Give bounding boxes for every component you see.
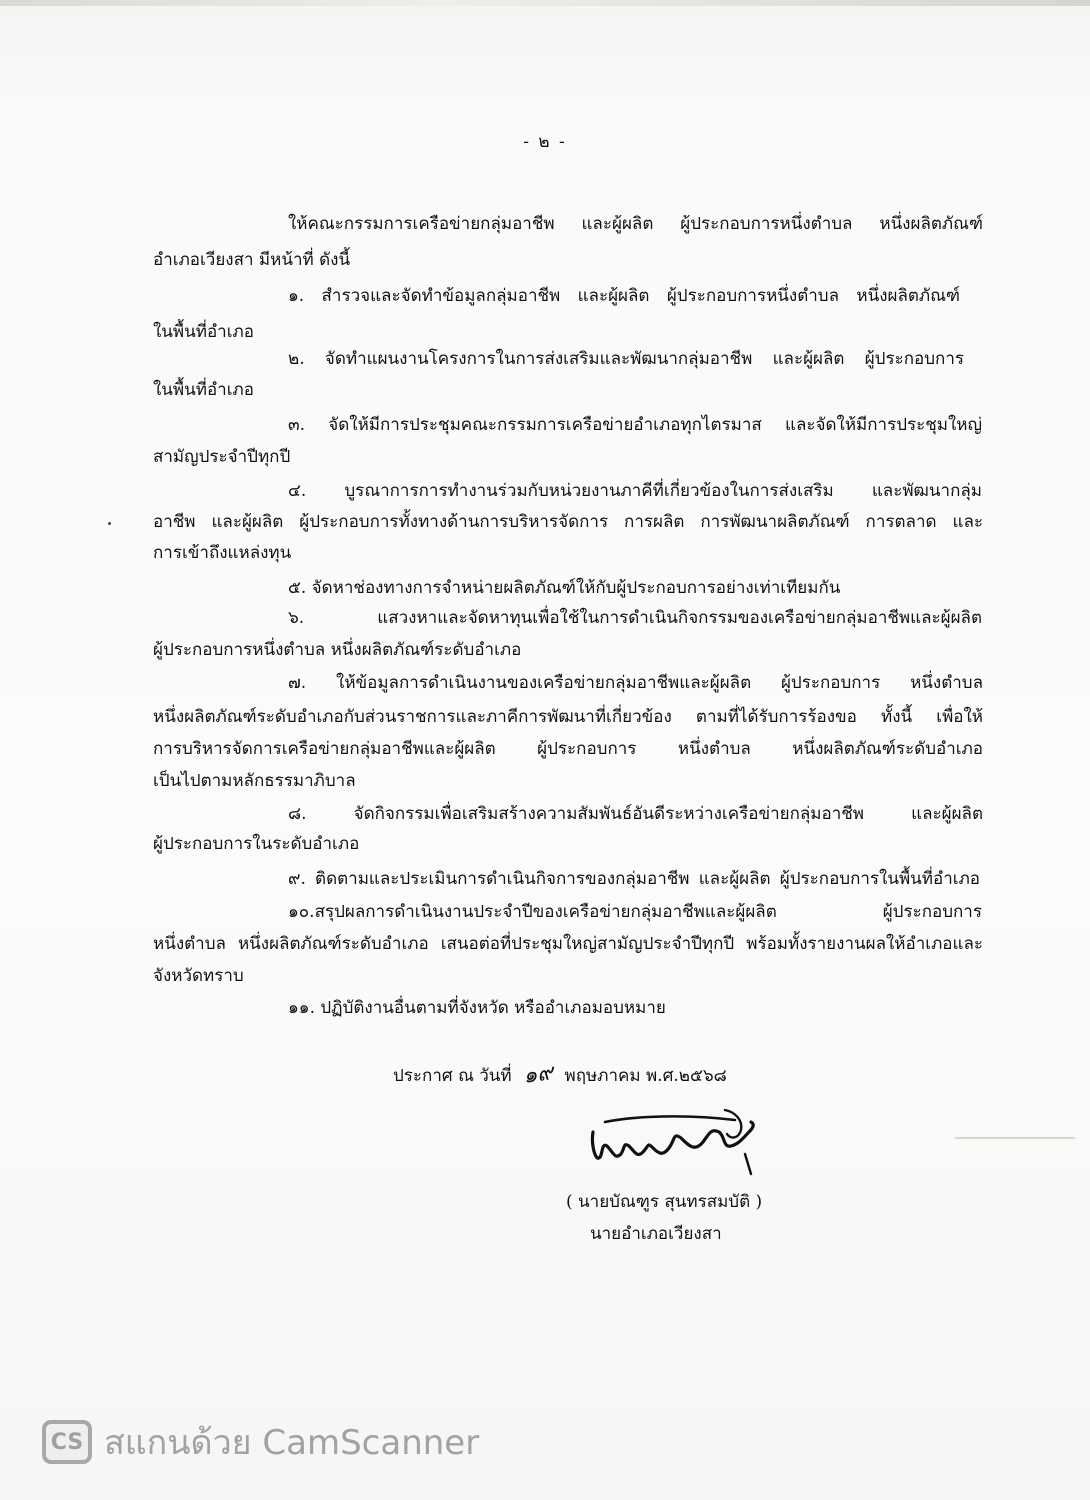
item-8-line-2: ผู้ประกอบการในระดับอำเภอ — [153, 834, 360, 854]
item-2-line-2: ในพื้นที่อำเภอ — [153, 380, 254, 400]
item-10-line-2: หนึ่งตำบล หนึ่งผลิตภัณฑ์ระดับอำเภอ เสนอต่อที่ประชุมใหญ่สามัญประจำปีทุกปี พร้อมทั้งรายงานผลให้อำเภอและ — [153, 934, 983, 954]
item-7-line-2: หนึ่งผลิตภัณฑ์ระดับอำเภอกับส่วนราชการและภาคีการพัฒนาที่เกี่ยวข้อง ตามที่ได้รับการร้องขอ ทั้งนี้ เพื่อให้ — [153, 707, 983, 727]
scan-artifact-line — [955, 1137, 1075, 1139]
item-6-line-2: ผู้ประกอบการหนึ่งตำบล หนึ่งผลิตภัณฑ์ระดับอำเภอ — [153, 640, 522, 660]
item-4-line-3: การเข้าถึงแหล่งทุน — [153, 543, 292, 563]
item-4-line-2: อาชีพ และผู้ผลิต ผู้ประกอบการทั้งทางด้านการบริหารจัดการ การผลิต การพัฒนาผลิตภัณฑ์ การตลาด และ — [153, 512, 983, 532]
item-3-line-1: ๓. จัดให้มีการประชุมคณะกรรมการเครือข่ายอำเภอทุกไตรมาส และจัดให้มีการประชุมใหญ่ — [288, 415, 982, 435]
item-1-line-1: ๑. สำรวจและจัดทำข้อมูลกลุ่มอาชีพ และผู้ผลิต ผู้ประกอบการหนึ่งตำบล หนึ่งผลิตภัณฑ์ — [288, 286, 960, 306]
item-7-line-3: การบริหารจัดการเครือข่ายกลุ่มอาชีพและผู้ผลิต ผู้ประกอบการ หนึ่งตำบล หนึ่งผลิตภัณฑ์ระดับอำเภอ — [153, 739, 983, 759]
intro-line-2: อำเภอเวียงสา มีหน้าที่ ดังนี้ — [153, 250, 351, 270]
camscanner-logo-icon: CS — [42, 1420, 92, 1464]
date-day-handwritten: ๑๙ — [521, 1060, 555, 1089]
item-5-line-1: ๕. จัดหาช่องทางการจำหน่ายผลิตภัณฑ์ให้กับผู้ประกอบการอย่างเท่าเทียมกัน — [288, 578, 841, 598]
scan-speck — [108, 522, 111, 525]
watermark-text: สแกนด้วย CamScanner — [104, 1423, 480, 1463]
item-3-line-2: สามัญประจำปีทุกปี — [153, 447, 291, 467]
item-11-line-1: ๑๑. ปฏิบัติงานอื่นตามที่จังหวัด หรืออำเภอมอบหมาย — [288, 998, 666, 1018]
signer-name: ( นายบัณฑูร สุนทรสมบัติ ) — [566, 1192, 763, 1212]
item-7-line-1: ๗. ให้ข้อมูลการดำเนินงานของเครือข่ายกลุ่มอาชีพและผู้ผลิต ผู้ประกอบการ หนึ่งตำบล — [288, 673, 983, 693]
announcement-date — [393, 1056, 727, 1091]
item-10-line-3: จังหวัดทราบ — [153, 966, 244, 986]
intro-line-1: ให้คณะกรรมการเครือข่ายกลุ่มอาชีพ และผู้ผลิต ผู้ประกอบการหนึ่งตำบล หนึ่งผลิตภัณฑ์ — [288, 214, 983, 234]
item-7-line-4: เป็นไปตามหลักธรรมาภิบาล — [153, 771, 356, 791]
item-6-line-1: ๖. แสวงหาและจัดหาทุนเพื่อใช้ในการดำเนินกิจกรรมของเครือข่ายกลุ่มอาชีพและผู้ผลิต — [288, 608, 982, 628]
signer-title: นายอำเภอเวียงสา — [590, 1224, 722, 1244]
item-10-line-1: ๑๐.สรุปผลการดำเนินงานประจำปีของเครือข่ายกลุ่มอาชีพและผู้ผลิต ผู้ประกอบการ — [288, 902, 982, 922]
item-9-line-1: ๙. ติดตามและประเมินการดำเนินกิจการของกลุ่มอาชีพ และผู้ผลิต ผู้ประกอบการในพื้นที่อำเภอ — [288, 869, 980, 889]
date-prefix: ประกาศ ณ วันที่ — [393, 1066, 512, 1086]
item-4-line-1: ๔. บูรณาการการทำงานร่วมกับหน่วยงานภาคีที่เกี่ยวข้องในการส่งเสริม และพัฒนากลุ่ม — [288, 481, 982, 501]
item-1-line-2: ในพื้นที่อำเภอ — [153, 322, 254, 342]
item-2-line-1: ๒. จัดทำแผนงานโครงการในการส่งเสริมและพัฒนากลุ่มอาชีพ และผู้ผลิต ผู้ประกอบการ — [288, 349, 964, 369]
date-month-year: พฤษภาคม พ.ศ.๒๕๖๘ — [564, 1066, 727, 1086]
camscanner-watermark — [42, 1415, 479, 1469]
scan-edge — [0, 0, 1090, 6]
item-8-line-1: ๘. จัดกิจกรรมเพื่อเสริมสร้างความสัมพันธ์อันดีระหว่างเครือข่ายกลุ่มอาชีพ และผู้ผลิต — [288, 804, 983, 824]
handwritten-signature — [585, 1102, 770, 1182]
page-number: - ๒ - — [523, 132, 567, 152]
